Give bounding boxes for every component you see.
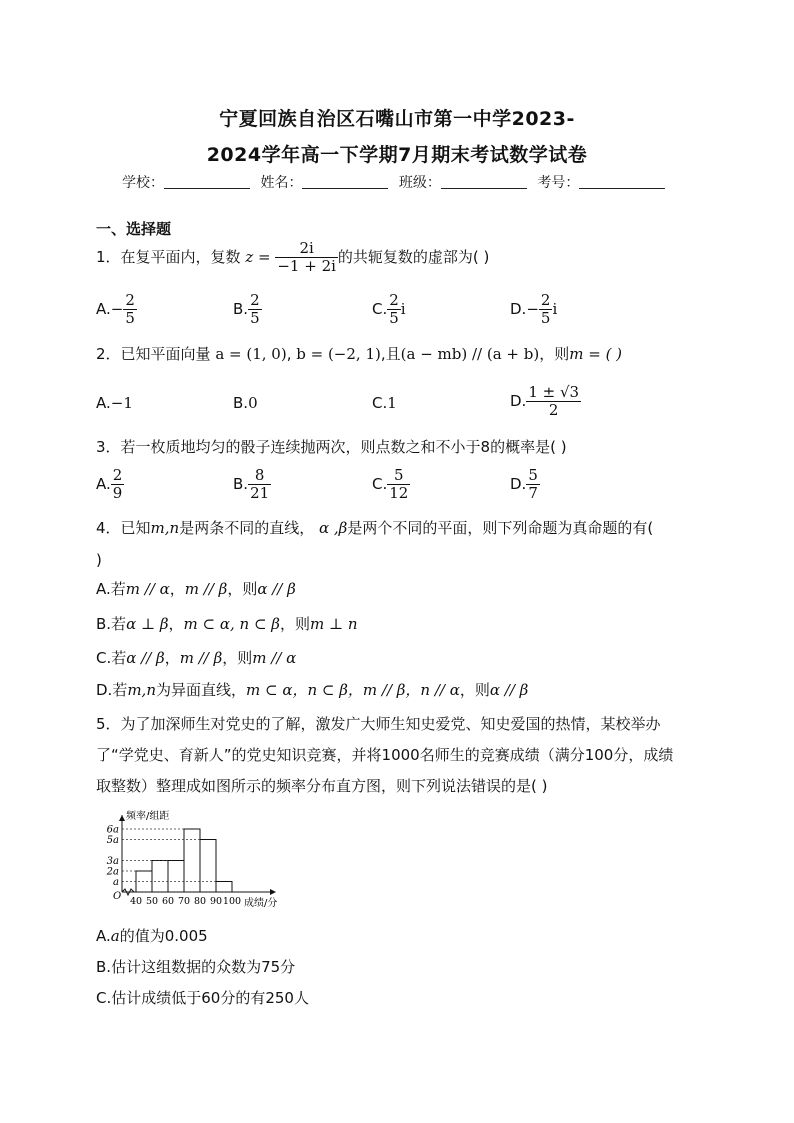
option-fraction-den: 9 — [112, 484, 123, 502]
y-tick-label-2a: 2a — [106, 866, 119, 878]
q2-a-def: a = (1, 0) — [215, 345, 287, 363]
option-math-2: m // β — [184, 580, 228, 598]
x-tick-label-80: 80 — [193, 896, 207, 907]
option-sep-2: ，则 — [227, 580, 258, 598]
y-axis-arrow — [119, 815, 125, 821]
question-4 — [96, 521, 653, 536]
q2-option-b — [233, 394, 258, 412]
q4d-math2: α // β — [489, 681, 529, 699]
option-sep-2: ，则 — [222, 649, 253, 667]
option-math-3: m // α — [252, 649, 297, 667]
option-fraction-num: 1 ± √3 — [528, 383, 580, 401]
q4-text-c: 是两个不同的平面，则下列命题为真命题的有( — [347, 519, 654, 537]
histogram-bar-90-100 — [216, 882, 232, 893]
option-fraction-den: 7 — [528, 484, 538, 502]
question-2: 2．已知平面向量 a = (1, 0), b = (−2, 1),且(a − mb) // (a + b)，则m = ( ) — [96, 345, 623, 363]
q5-line1: 5．为了加深师生对党史的了解，激发广大师生知史爱党、知史爱国的热情，某校举办 — [96, 715, 661, 733]
q4-option-a — [96, 582, 296, 597]
q4d-math: m ⊂ α，n ⊂ β，m // β，n // α — [246, 681, 460, 699]
option-label: B. — [96, 958, 112, 976]
option-text: 估计成绩低于60分的有250人 — [111, 989, 309, 1007]
x-tick-label-100: 100 — [222, 896, 242, 907]
q5-option-a — [96, 929, 208, 944]
q2-ask-m: m = ( ) — [569, 345, 623, 363]
option-fraction-num: 2 — [389, 291, 399, 309]
q2-option-d — [510, 384, 581, 419]
x-axis-title: 成绩/分 — [244, 898, 278, 909]
id-label: 考号： — [537, 175, 580, 191]
option-label: D. — [510, 300, 527, 318]
q3-option-c — [372, 467, 410, 502]
option-tail: i — [552, 300, 558, 318]
option-fraction — [248, 292, 262, 327]
q5-line2: 了“学党史、育新人”的党史知识竞赛，并将1000名师生的竞赛成绩（满分100分，成绩 — [96, 746, 674, 764]
option-sep-1: ， — [168, 615, 184, 633]
q4-option-d — [96, 683, 528, 698]
option-label: B. — [233, 475, 249, 493]
option-sep-1: ， — [164, 649, 180, 667]
option-tail: i — [400, 300, 406, 318]
y-tick-label-5a: 5a — [106, 835, 119, 846]
option-fraction-den: 5 — [125, 309, 135, 327]
option-fraction-den: 12 — [389, 484, 409, 502]
option-value: −1 — [110, 394, 133, 412]
q4-text-a: 4．已知 — [96, 519, 151, 537]
q1-option-b — [233, 292, 262, 327]
q2-cond-prefix: ,且 — [380, 345, 401, 363]
q2-cond: (a − mb) // (a + b) — [400, 345, 540, 363]
option-label: C. — [372, 394, 388, 412]
q4-option-b — [96, 617, 358, 632]
exam-title-line1: 宁夏回族自治区石嘴山市第一中学2023- — [219, 108, 575, 130]
q4-option-c — [96, 651, 296, 666]
q1-suffix: 的共轭复数的虚部为( ) — [337, 248, 490, 266]
q1-option-d — [510, 292, 557, 327]
option-math-3: m ⊥ n — [309, 615, 358, 633]
school-blank[interactable] — [164, 174, 250, 189]
q5-line3: 取整数）整理成如图所示的频率分布直方图，则下列说法错误的是( ) — [96, 777, 548, 795]
option-fraction — [387, 467, 410, 502]
option-math-1: α // β — [126, 649, 165, 667]
q1-den: −1 + 2i — [277, 257, 336, 275]
q1-num: 2i — [275, 240, 338, 258]
option-text-2: 的值为0.005 — [119, 927, 208, 945]
q4d-mn: m,n — [127, 681, 156, 699]
option-fraction-num: 2 — [112, 466, 123, 484]
q2-b-def: b = (−2, 1) — [296, 345, 381, 363]
q1-option-c — [372, 292, 406, 327]
option-label: A. — [96, 300, 111, 318]
q4-text-b: 是两条不同的直线， — [179, 519, 315, 537]
histogram-bar-50-60 — [152, 861, 168, 893]
q4d-label: D.若 — [96, 681, 128, 699]
option-fraction-den: 21 — [250, 484, 270, 502]
x-tick-label-50: 50 — [145, 896, 159, 907]
option-value: 0 — [248, 394, 258, 412]
option-math-1: α ⊥ β — [126, 615, 169, 633]
id-blank[interactable] — [579, 174, 665, 189]
q1-option-a — [96, 292, 137, 327]
y-tick-label-6a: 6a — [106, 824, 119, 836]
option-fraction-num: 5 — [528, 466, 538, 484]
name-blank[interactable] — [302, 174, 388, 189]
option-fraction-num: 5 — [387, 467, 410, 485]
option-var: a — [110, 927, 120, 945]
y-tick-label-3a: 3a — [106, 856, 119, 867]
option-label: A. — [96, 394, 111, 412]
frequency-histogram — [98, 808, 298, 916]
option-label: C. — [372, 475, 388, 493]
option-label: C. — [372, 300, 388, 318]
histogram-bar-80-90 — [200, 840, 216, 893]
q4d-text: 为异面直线， — [155, 681, 246, 699]
option-fraction-den: 2 — [548, 401, 559, 419]
option-text: 估计这组数据的众数为75分 — [111, 958, 296, 976]
option-fraction-num: 2 — [540, 291, 551, 309]
y-axis-title: 频率/组距 — [126, 811, 170, 822]
option-fraction — [248, 467, 271, 502]
option-value: 1 — [387, 394, 397, 412]
q4d-tail: ，则 — [459, 681, 490, 699]
origin-label: O — [113, 891, 122, 902]
question-3: 3．若一枚质地均匀的骰子连续抛两次，则点数之和不小于8的概率是( ) — [96, 438, 567, 456]
option-label: A.若 — [96, 580, 126, 598]
histogram-bar-70-80 — [184, 829, 200, 892]
class-blank[interactable] — [441, 174, 527, 189]
option-fraction-num: 8 — [248, 467, 271, 485]
x-axis-arrow — [270, 889, 276, 895]
option-math-2: m ⊂ α, n ⊂ β — [183, 615, 280, 633]
x-tick-label-90: 90 — [209, 896, 223, 907]
option-label: B. — [233, 300, 249, 318]
section-title: 一、选择题 — [96, 220, 172, 238]
option-fraction — [526, 467, 540, 502]
q4-paren-close: ) — [96, 551, 102, 569]
option-label: C. — [96, 989, 112, 1007]
q2-ask: ，则 — [539, 345, 570, 363]
option-math-3: α // β — [257, 580, 296, 598]
option-label: B.若 — [96, 615, 127, 633]
option-label: C.若 — [96, 649, 127, 667]
option-fraction-num: 2 — [125, 291, 135, 309]
name-label: 姓名： — [260, 175, 303, 191]
option-fraction — [539, 292, 553, 327]
option-math-1: m // α — [125, 580, 170, 598]
option-fraction-num: 2 — [250, 291, 260, 309]
y-tick-label-a: a — [113, 877, 119, 888]
question-1 — [96, 240, 489, 275]
option-label: D. — [510, 392, 527, 410]
q1-prefix: 1．在复平面内，复数 — [96, 248, 241, 266]
q1-zeq: z = — [245, 248, 271, 266]
student-info-line — [122, 172, 671, 192]
school-label: 学校： — [122, 175, 164, 191]
x-tick-label-60: 60 — [161, 896, 175, 907]
q2-option-c — [372, 394, 397, 412]
option-fraction — [111, 467, 125, 502]
option-fraction-den: 5 — [250, 309, 260, 327]
q4-ab: α ,β — [319, 519, 348, 537]
q3-option-d — [510, 467, 540, 502]
x-tick-label-40: 40 — [129, 896, 143, 907]
option-fraction — [123, 292, 137, 327]
q3-option-a — [96, 467, 124, 502]
option-fraction-den: 5 — [389, 309, 399, 327]
exam-title-line2: 2024学年高一下学期7月期末考试数学试卷 — [206, 144, 588, 166]
q2-option-a — [96, 394, 133, 412]
option-label: A. — [96, 475, 111, 493]
option-label: B. — [233, 394, 249, 412]
q1-fraction — [275, 240, 338, 275]
option-math-2: m // β — [179, 649, 223, 667]
q3-option-b — [233, 467, 271, 502]
option-label: A. — [96, 927, 111, 945]
option-label: D. — [510, 475, 527, 493]
class-label: 班级： — [398, 175, 441, 191]
option-sep-1: ， — [169, 580, 185, 598]
option-fraction-den: 5 — [540, 309, 551, 327]
option-fraction — [387, 292, 401, 327]
q2-prefix: 2．已知平面向量 — [96, 345, 211, 363]
q4-mn: m,n — [150, 519, 180, 537]
option-sign: − — [110, 300, 124, 318]
histogram-bar-60-70 — [168, 861, 184, 893]
q5-option-b — [96, 960, 295, 975]
option-fraction — [526, 384, 581, 419]
option-sign: − — [526, 300, 539, 318]
x-tick-label-70: 70 — [177, 896, 191, 907]
option-sep-2: ，则 — [279, 615, 310, 633]
q5-option-c — [96, 991, 309, 1006]
